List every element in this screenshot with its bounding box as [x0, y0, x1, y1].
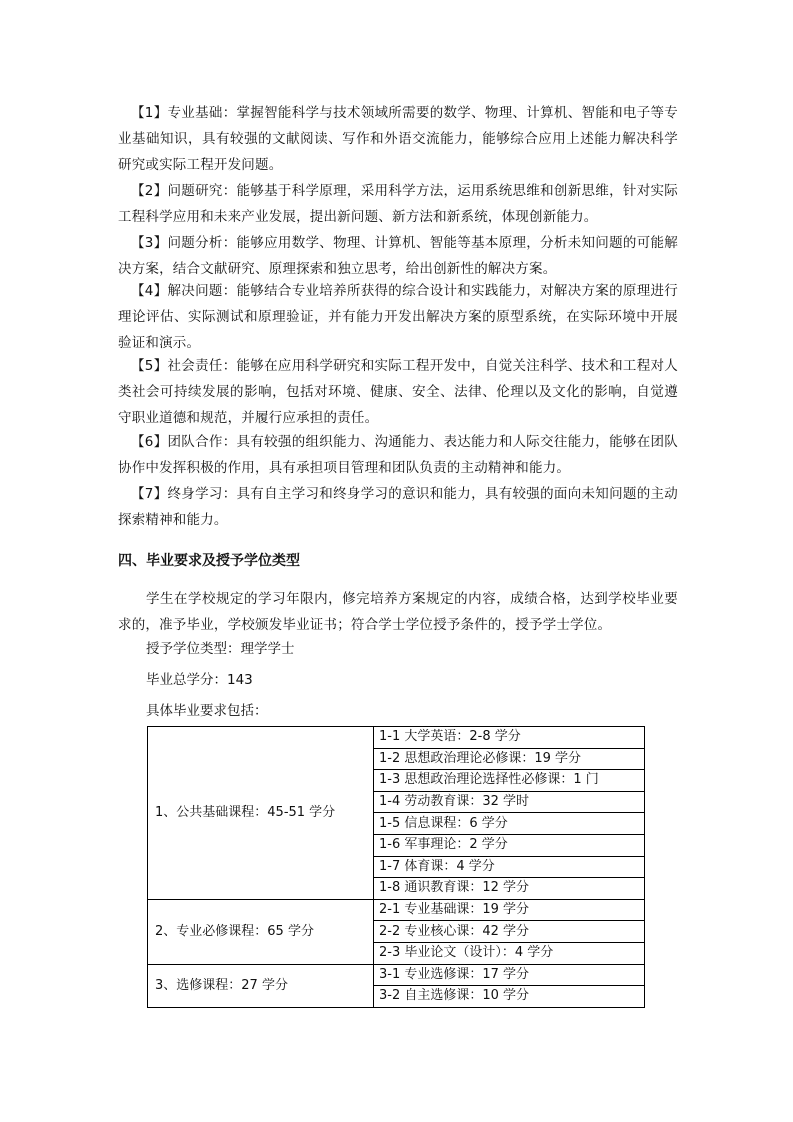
graduation-intro: 学生在学校规定的学习年限内，修完培养方案规定的内容，成绩合格，达到学校毕业要求的，准予毕业，学校颁发毕业证书；符合学士学位授予条件的，授予学士学位。 — [118, 591, 678, 633]
requirement-cell: 2-1 专业基础课：19 学分 — [374, 899, 645, 921]
group-cell: 3、选修课程：27 学分 — [148, 964, 374, 1007]
requirement-cell: 2-2 专业核心课：42 学分 — [374, 921, 645, 943]
requirement-cell: 1-8 通识教育课：12 学分 — [374, 878, 645, 900]
requirement-cell: 1-1 大学英语：2-8 学分 — [374, 727, 645, 749]
table-row — [148, 899, 645, 921]
requirement-cell: 3-1 专业选修课：17 学分 — [374, 964, 645, 986]
group-cell: 1、公共基础课程：45-51 学分 — [148, 727, 374, 900]
section-heading: 四、毕业要求及授予学位类型 — [118, 553, 300, 569]
requirement-cell: 1-5 信息课程：6 学分 — [374, 813, 645, 835]
requirement-cell: 3-2 自主选修课：10 学分 — [374, 986, 645, 1008]
table-row — [148, 727, 645, 749]
requirements-table — [147, 726, 645, 1008]
requirement-cell: 1-4 劳动教育课：32 学时 — [374, 791, 645, 813]
degree-type: 授予学位类型：理学学士 — [146, 641, 295, 657]
requirement-cell: 2-3 毕业论文（设计）：4 学分 — [374, 942, 645, 964]
ability-paragraph-2: 【2】问题研究：能够基于科学原理，采用科学方法，运用系统思维和创新思维，针对实际工程科学应用和未来产业发展，提出新问题、新方法和新系统，体现创新能力。 — [118, 183, 678, 225]
requirements-lead: 具体毕业要求包括： — [146, 703, 268, 719]
ability-paragraph-7: 【7】终身学习：具有自主学习和终身学习的意识和能力，具有较强的面向未知问题的主动探索精神和能力。 — [118, 486, 678, 528]
group-cell: 2、专业必修课程：65 学分 — [148, 899, 374, 964]
total-credits: 毕业总学分：143 — [146, 672, 253, 688]
table-row — [148, 964, 645, 986]
requirement-cell: 1-6 军事理论：2 学分 — [374, 834, 645, 856]
ability-paragraph-3: 【3】问题分析：能够应用数学、物理、计算机、智能等基本原理，分析未知问题的可能解决方案，结合文献研究、原理探索和独立思考，给出创新性的解决方案。 — [118, 235, 678, 277]
ability-paragraph-4: 【4】解决问题：能够结合专业培养所获得的综合设计和实践能力，对解决方案的原理进行理论评估、实际测试和原理验证，并有能力开发出解决方案的原型系统，在实际环境中开展验证和演示。 — [118, 283, 678, 351]
requirement-cell: 1-2 思想政治理论必修课：19 学分 — [374, 748, 645, 770]
ability-paragraph-6: 【6】团队合作：具有较强的组织能力、沟通能力、表达能力和人际交往能力，能够在团队协作中发挥积极的作用，具有承担项目管理和团队负责的主动精神和能力。 — [118, 434, 678, 476]
requirement-cell: 1-7 体育课：4 学分 — [374, 856, 645, 878]
ability-paragraph-1: 【1】专业基础：掌握智能科学与技术领域所需要的数学、物理、计算机、智能和电子等专业基础知识，具有较强的文献阅读、写作和外语交流能力，能够综合应用上述能力解决科学研究或实际工程开发问题。 — [118, 105, 678, 173]
requirement-cell: 1-3 思想政治理论选择性必修课：1 门 — [374, 770, 645, 792]
ability-paragraph-5: 【5】社会责任：能够在应用科学研究和实际工程开发中，自觉关注科学、技术和工程对人类社会可持续发展的影响，包括对环境、健康、安全、法律、伦理以及文化的影响，自觉遵守职业道德和规范，并履行应承担的责任。 — [118, 358, 678, 426]
